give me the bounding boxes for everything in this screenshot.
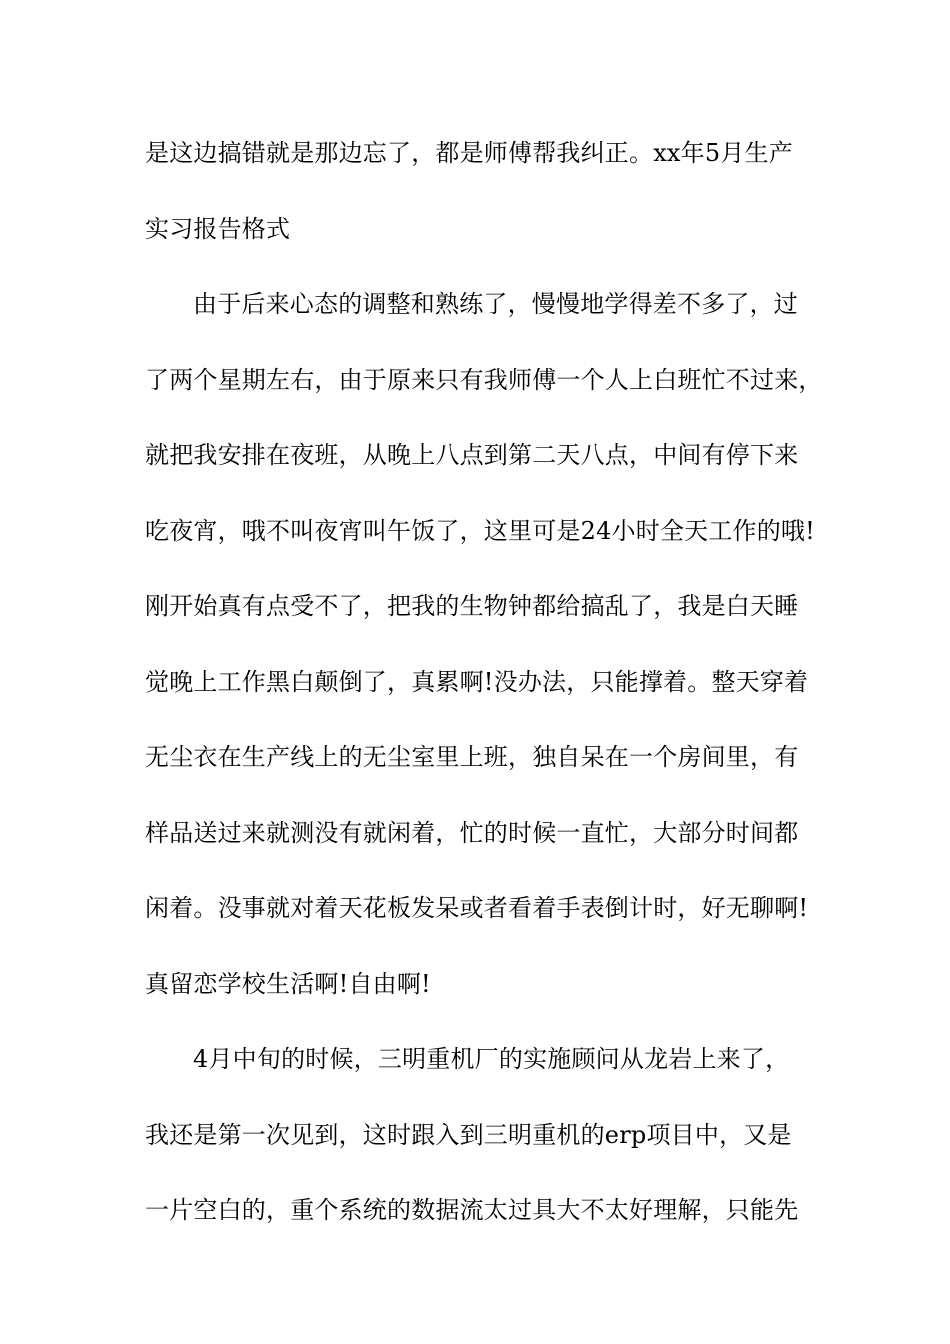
text-line: 样品送过来就测没有就闲着，忙的时候一直忙，大部分时间都 xyxy=(145,818,799,847)
paragraph-1 xyxy=(145,116,835,267)
text-line: 就把我安排在夜班，从晚上八点到第二天八点，中间有停下来 xyxy=(145,441,799,469)
text-line: 无尘衣在生产线上的无尘室里上班，独自呆在一个房间里，有 xyxy=(145,743,799,771)
text-line: 了两个星期左右，由于原来只有我师傅一个人上白班忙不过来， xyxy=(145,365,823,394)
paragraph-2 xyxy=(145,267,835,1022)
paragraph-3 xyxy=(145,1022,835,1249)
text-line: 一片空白的，重个系统的数据流太过具大不太好理解，只能先 xyxy=(145,1196,799,1224)
text-line: 真留恋学校生活啊!自由啊! xyxy=(145,969,431,998)
text-line: 实习报告格式 xyxy=(145,214,291,243)
text-line: 由于后来心态的调整和熟练了，慢慢地学得差不多了，过 xyxy=(193,290,798,318)
text-line: 觉晚上工作黑白颠倒了，真累啊!没办法，只能撑着。整天穿着 xyxy=(145,667,809,696)
text-line: 4月中旬的时候，三明重机厂的实施顾问从龙岩上来了， xyxy=(193,1045,790,1073)
text-line: 吃夜宵，哦不叫夜宵叫午饭了，这里可是24小时全天工作的哦! xyxy=(145,516,815,545)
text-line: 刚开始真有点受不了，把我的生物钟都给搞乱了，我是白天睡 xyxy=(145,592,799,620)
text-line: 是这边搞错就是那边忘了，都是师傅帮我纠正。xx年5月生产 xyxy=(145,139,793,167)
text-line: 闲着。没事就对着天花板发呆或者看着手表倒计时，好无聊啊! xyxy=(145,894,809,922)
document-body xyxy=(145,116,835,1249)
text-line: 我还是第一次见到，这时跟入到三明重机的erp项目中，又是 xyxy=(145,1120,792,1149)
